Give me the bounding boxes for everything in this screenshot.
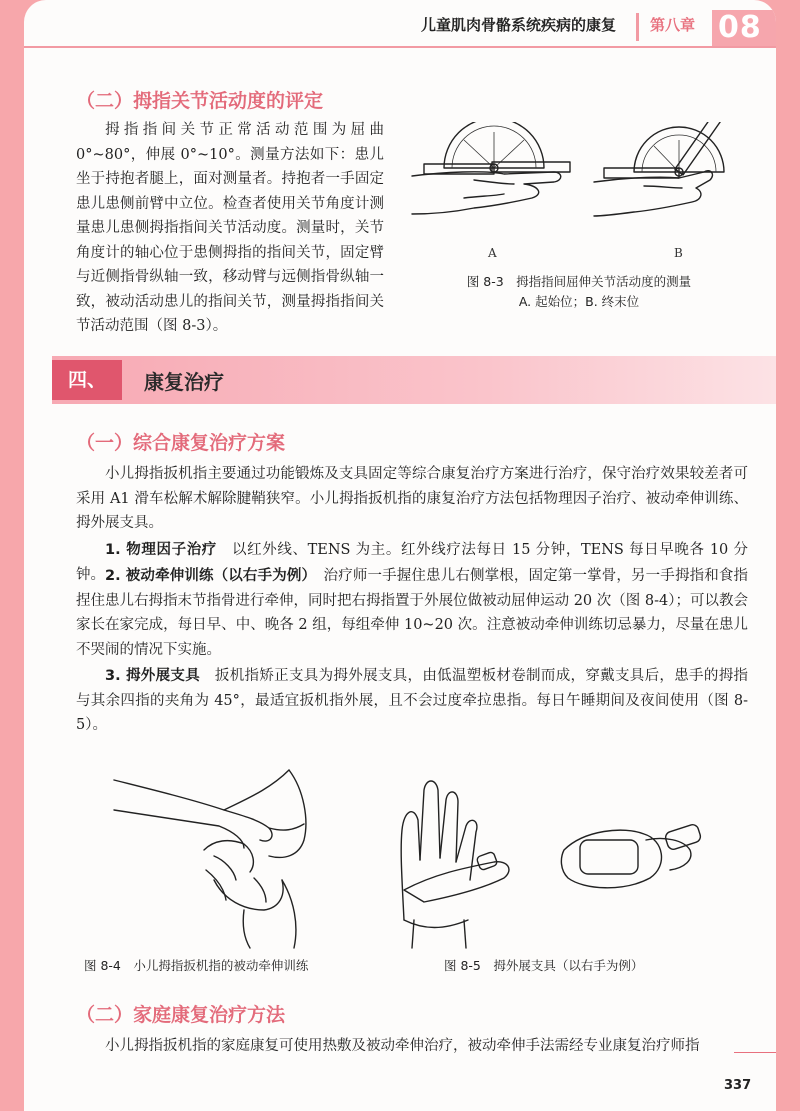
figure-8-4-therapist-lower-hand bbox=[214, 878, 296, 948]
header-chapter: 第八章 bbox=[650, 16, 696, 34]
figure-8-5-caption: 图 8-5 拇外展支具（以右手为例） bbox=[444, 958, 644, 973]
subheading-home-rehab: （二）家庭康复治疗方法 bbox=[76, 1004, 286, 1026]
item-passive-stretch-text: 治疗师一手握住患儿右侧掌根，固定第一掌骨，另一手拇指和食指捏住患儿右拇指末节指骨进行牵伸，同时把右拇指置于外展位做被动屈伸运动 20 次（图 8-4）；可以教会家长在家完成，每日早、中、晚各 2 组，每组牵伸 10~20 次。注意被动牵伸训练切忌暴力，尽量在患儿不哭闹的情况下实施。 bbox=[76, 568, 749, 658]
figure-8-5-hand-with-brace bbox=[401, 781, 509, 948]
item-abduction-brace-title: 3. 拇外展支具 bbox=[105, 668, 201, 684]
figure-8-3-illustration bbox=[404, 122, 754, 262]
figure-8-4-illustration bbox=[94, 760, 354, 950]
footer-rule bbox=[734, 1052, 776, 1053]
section-number: 四、 bbox=[52, 360, 122, 400]
item-passive-stretch bbox=[76, 564, 748, 662]
figure-8-3b-goniometer bbox=[604, 122, 724, 178]
figure-8-3-caption: 图 8-3 拇指指间屈伸关节活动度的测量 bbox=[466, 274, 692, 289]
figure-8-3-label-b: B bbox=[674, 246, 683, 260]
figure-8-3-subcaption: A. 起始位；B. 终末位 bbox=[518, 294, 640, 309]
subheading-comprehensive-plan: （一）综合康复治疗方案 bbox=[76, 432, 286, 454]
paragraph-thumb-rom: 拇指指间关节正常活动范围为屈曲 0°~80°，伸展 0°~10°。测量方法如下：患儿坐于持抱者腿上，面对测量者。持抱者一手固定患儿患侧前臂中立位。检查者使用关节角度计测量患儿患侧拇指指间关节活动度。测量时，关节角度计的轴心位于患侧拇指的指间关节，固定臂与近侧指骨纵轴一致，移动臂与远侧指骨纵轴一致，被动活动患儿的指间关节，测量拇指指间关节活动范围（图 8-3）。 bbox=[76, 122, 384, 334]
page bbox=[24, 0, 776, 1111]
figure-8-5-brace-alone bbox=[561, 823, 702, 888]
paragraph-home-rehab: 小儿拇指扳机指的家庭康复可使用热敷及被动牵伸治疗，被动牵伸手法需经专业康复治疗师指 bbox=[105, 1038, 700, 1054]
page-number: 337 bbox=[724, 1078, 752, 1093]
subheading-thumb-rom: （二）拇指关节活动度的评定 bbox=[76, 90, 324, 112]
figure-8-3a-hand bbox=[412, 172, 561, 214]
header-chapter-number: 08 bbox=[712, 10, 776, 46]
figure-8-5-illustration bbox=[384, 770, 744, 950]
running-header bbox=[24, 0, 776, 48]
figure-8-4-child-hand bbox=[204, 841, 253, 900]
item-physical-therapy-text: 以红外线、TENS 为主。红外线疗法每日 15 分钟，TENS 每日早晚各 10 分钟。 bbox=[76, 542, 748, 583]
item-passive-stretch-title: 2. 被动牵伸训练（以右手为例） bbox=[105, 568, 309, 584]
header-book-title: 儿童肌肉骨骼系统疾病的康复 bbox=[420, 16, 616, 34]
item-abduction-brace bbox=[76, 664, 748, 738]
header-divider bbox=[636, 13, 639, 41]
paragraph-plan-intro: 小儿拇指扳机指主要通过功能锻炼及支具固定等综合康复治疗方案进行治疗，保守治疗效果较差者可采用 A1 滑车松解术解除腱鞘狭窄。小儿拇指扳机指的康复治疗方法包括物理因子治疗、被动牵伸训练、拇外展支具。 bbox=[76, 466, 748, 531]
figure-8-4-caption: 图 8-4 小儿拇指扳机指的被动牵伸训练 bbox=[84, 958, 309, 973]
section-title: 康复治疗 bbox=[144, 370, 224, 394]
figure-8-3a-goniometer bbox=[424, 122, 570, 174]
item-physical-therapy-title: 1. 物理因子治疗 bbox=[105, 542, 217, 558]
header-rule bbox=[24, 46, 776, 48]
figure-8-3-label-a: A bbox=[488, 246, 497, 260]
figure-8-4-therapist-hand bbox=[114, 770, 306, 857]
item-abduction-brace-text: 扳机指矫正支具为拇外展支具，由低温塑板材卷制而成，穿戴支具后，患手的拇指与其余四指的夹角为 45°，最适宜扳机指外展，且不会过度牵拉患指。每日午睡期间及夜间使用（图 8-5）。 bbox=[76, 668, 749, 733]
